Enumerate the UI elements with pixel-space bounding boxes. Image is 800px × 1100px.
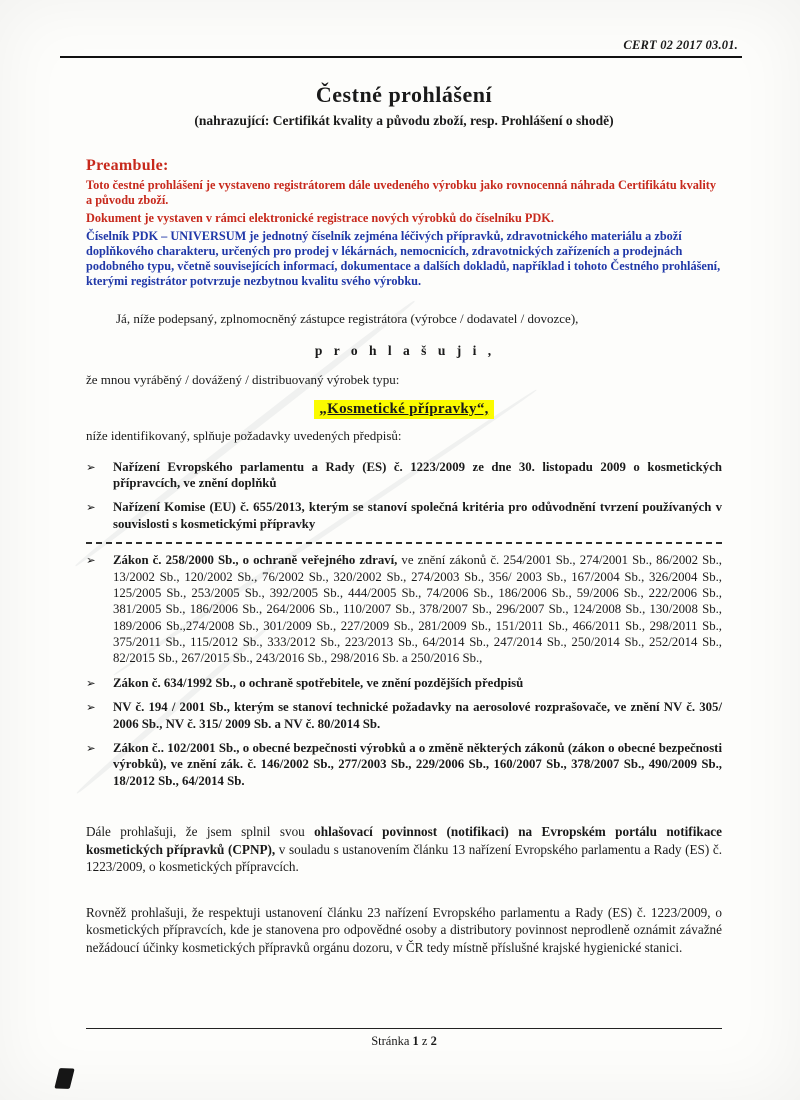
header-rule — [60, 56, 742, 58]
regulation-item — [86, 699, 722, 732]
preambule-red-paragraph: Toto čestné prohlášení je vystaveno registrátorem dále uvedeného výrobku jako rovnocenná náhrada Certifikátu kvality a původu zboží. — [86, 178, 716, 207]
regulation-text: Zákon č. 258/2000 Sb., o ochraně veřejného zdraví, ve znění zákonů č. 254/2001 Sb., 274/2001 Sb., 86/2002 Sb., 13/2002 Sb., 120/2002 Sb., 76/2002 Sb., 320/2002 Sb., 274/2003 Sb., 356/ 2003 Sb., 167/2004 Sb., 326/2004 Sb., 125/2005 Sb., 253/2005 Sb., 392/2005 Sb., 444/2005 Sb., 74/2006 Sb., 186/2006 Sb., 59/2006 Sb., 222/2006 Sb., 381/2005 Sb., 186/2006 Sb., 264/2006 Sb., 110/2007 Sb., 378/2007 Sb., 296/2007 Sb., 124/2008 Sb., 130/2008 Sb., 189/2006 Sb.,274/2008 Sb., 301/2009 Sb., 227/2009 Sb., 281/2009 Sb., 151/2011 Sb., 466/2011 Sb., 298/2011 Sb., 375/2011 Sb., 115/2012 Sb., 333/2012 Sb., 223/2013 Sb., 64/2014 Sb., 247/2014 Sb., 250/2014 Sb., 252/2014 Sb., 82/2015 Sb., 267/2015 Sb., 243/2016 Sb., 298/2016 Sb. a 250/2016 Sb., — [113, 553, 722, 666]
page-footer — [86, 1028, 722, 1049]
closing-paragraph-1: Dále prohlašuji, že jsem splnil svou ohlašovací povinnost (notifikaci) na Evropském portálu notifikace kosmetických přípravků (CPNP), v souladu s ustanovením článku 13 nařízení Evropského parlamentu a Rady (ES) č. 1223/2009, o kosmetických přípravcích. — [86, 824, 722, 875]
arrow-bullet-icon: ➢ — [86, 675, 96, 690]
arrow-bullet-icon: ➢ — [86, 553, 96, 568]
regulation-text: Zákon č. 634/1992 Sb., o ochraně spotřebitele, ve znění pozdějších předpisů — [113, 675, 524, 690]
document-header — [0, 0, 800, 58]
regulation-item — [86, 459, 722, 492]
preambule-heading: Preambule: — [86, 157, 169, 174]
regulation-item — [86, 675, 722, 691]
document-body — [0, 82, 800, 956]
product-name-line — [86, 400, 722, 419]
regulations-list — [86, 459, 722, 789]
page-number: Stránka 1 z 2 — [371, 1034, 437, 1048]
regulation-item — [86, 740, 722, 789]
page-subtitle: (nahrazující: Certifikát kvality a původu zboží, resp. Prohlášení o shodě) — [194, 113, 614, 128]
product-name-highlight: „Kosmetické přípravky“, — [314, 400, 493, 419]
regulation-text: Nařízení Komise (EU) č. 655/2013, kterým se stanoví společná kritéria pro odůvodnění tvrzení používaných v souvislosti s kosmetickými přípravky — [113, 500, 722, 531]
scan-artifact — [54, 1068, 74, 1089]
declaration-intro: Já, níže podepsaný, zplnomocněný zástupce registrátora (výrobce / dodavatel / dovozce), — [116, 311, 579, 326]
product-type-intro: že mnou vyráběný / dovážený / distribuovaný výrobek typu: — [86, 371, 400, 387]
product-type-outro: níže identifikovaný, splňuje požadavky uvedených předpisů: — [86, 427, 402, 443]
regulation-text: Zákon č.. 102/2001 Sb., o obecné bezpečnosti výrobků a o změně některých zákonů (zákon o obecné bezpečnosti výrobků), ve znění zák. č. 146/2002 Sb., 277/2003 Sb., 229/2006 Sb., 160/2007 Sb., 378/2007 Sb., 490/2009 Sb., 18/2012 Sb., 64/2014 Sb. — [113, 740, 722, 788]
document-code: CERT 02 2017 03.01. — [623, 38, 738, 52]
regulation-item — [86, 499, 722, 532]
regulation-text: Nařízení Evropského parlamentu a Rady (ES) č. 1223/2009 ze dne 30. listopadu 2009 o kosmetických přípravcích, ve znění doplňků — [113, 459, 722, 491]
regulation-item — [86, 552, 722, 667]
preambule-red-line: Dokument je vystaven v rámci elektronické registrace nových výrobků do číselníku PDK. — [86, 211, 554, 225]
preambule-blue-paragraph: Číselník PDK – UNIVERSUM je jednotný číselník zejména léčivých přípravků, zdravotnického materiálu a zboží doplňkového charakteru, určených pro prodej v lékárnách, nemocnicích, zdravotnických zařízeních a prodejnách podobného typu, včetně souvisejících informací, dokumentace a dalších dokladů, například i tohoto Čestného prohlášení, kterými registrátor potvrzuje nezbytnou kvalitu svého výrobku. — [86, 229, 721, 288]
closing-paragraph-2: Rovněž prohlašuji, že respektuji ustanovení článku 23 nařízení Evropského parlamentu a Rady (ES) č. 1223/2009, o kosmetických přípravcích, kde je stanovena pro odpovědné osoby a distributory povinnost neprodleně oznámit závažné nežádoucí účinky kosmetických přípravků orgánu dozoru, v ČR tedy místně příslušné krajské hygienické stanici. — [86, 904, 722, 955]
arrow-bullet-icon: ➢ — [86, 700, 96, 715]
prohlasuji-line: p r o h l a š u j i , — [314, 342, 494, 358]
regulation-text: NV č. 194 / 2001 Sb., kterým se stanoví technické požadavky na aerosolové rozprašovače, ve znění NV č. 305/ 2006 Sb., NV č. 315/ 2009 Sb. a NV č. 80/2014 Sb. — [113, 700, 722, 731]
arrow-bullet-icon: ➢ — [86, 740, 96, 755]
dashed-divider — [86, 542, 722, 544]
page-title: Čestné prohlášení — [315, 82, 493, 107]
arrow-bullet-icon: ➢ — [86, 459, 96, 474]
arrow-bullet-icon: ➢ — [86, 500, 96, 515]
